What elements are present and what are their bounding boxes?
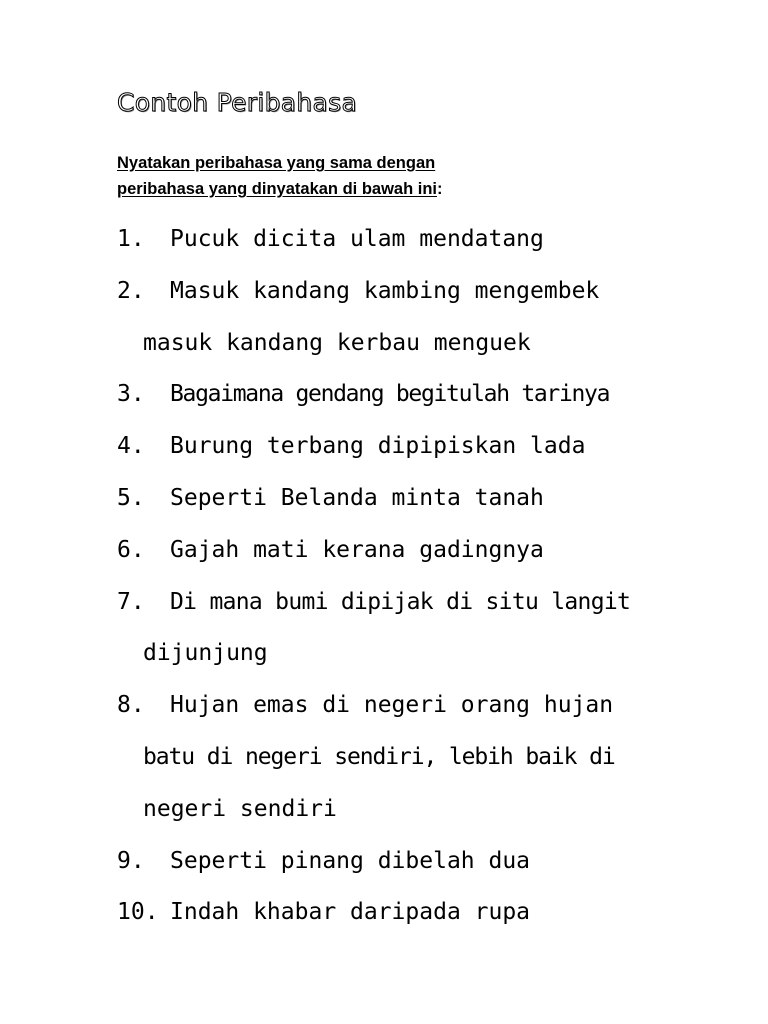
instruction-colon: : (437, 180, 443, 198)
list-item (117, 836, 737, 888)
item-number: 10. (117, 899, 159, 926)
item-text: Gajah mati kerana gadingnya (170, 536, 544, 563)
item-number: 3. (117, 381, 145, 408)
item-number: 4. (117, 433, 145, 460)
item-text: Burung terbang dipipiskan lada (170, 433, 586, 460)
instruction-line-2: peribahasa yang dinyatakan di bawah ini (117, 180, 438, 198)
item-number: 6. (117, 536, 145, 563)
item-text: Indah khabar daripada rupa (170, 899, 531, 926)
item-text: Seperti pinang dibelah dua (170, 847, 531, 874)
item-text: Hujan emas di negeri orang hujan (170, 692, 614, 719)
item-number: 7. (117, 588, 145, 615)
item-text-continuation: masuk kandang kerbau menguek (143, 329, 531, 356)
page-title: Contoh Peribahasa (117, 88, 358, 117)
item-number: 9. (117, 847, 145, 874)
proverb-list (117, 214, 737, 939)
instruction-line-1: Nyatakan peribahasa yang sama dengan (117, 154, 436, 172)
item-text-continuation: negeri sendiri (143, 795, 337, 822)
item-text-continuation: dijunjung (143, 640, 268, 667)
item-number: 5. (117, 484, 145, 511)
list-item (117, 473, 737, 525)
item-number: 8. (117, 692, 145, 719)
list-item (117, 214, 737, 266)
item-text-continuation: batu di negeri sendiri, lebih baik di (143, 743, 615, 770)
item-text: Bagaimana gendang begitulah tarinya (170, 381, 610, 408)
item-number: 2. (117, 277, 145, 304)
list-item (117, 577, 737, 681)
list-item (117, 421, 737, 473)
list-item (117, 369, 737, 421)
list-item (117, 680, 737, 835)
list-item (117, 525, 737, 577)
item-number: 1. (117, 226, 145, 252)
item-text: Di mana bumi dipijak di situ langit (170, 588, 631, 615)
item-text: Seperti Belanda minta tanah (170, 484, 544, 511)
list-item (117, 266, 737, 370)
item-text: Pucuk dicita ulam mendatang (170, 226, 544, 252)
list-item (117, 887, 737, 939)
instruction-text (117, 150, 677, 202)
item-text: Masuk kandang kambing mengembek (170, 277, 600, 304)
